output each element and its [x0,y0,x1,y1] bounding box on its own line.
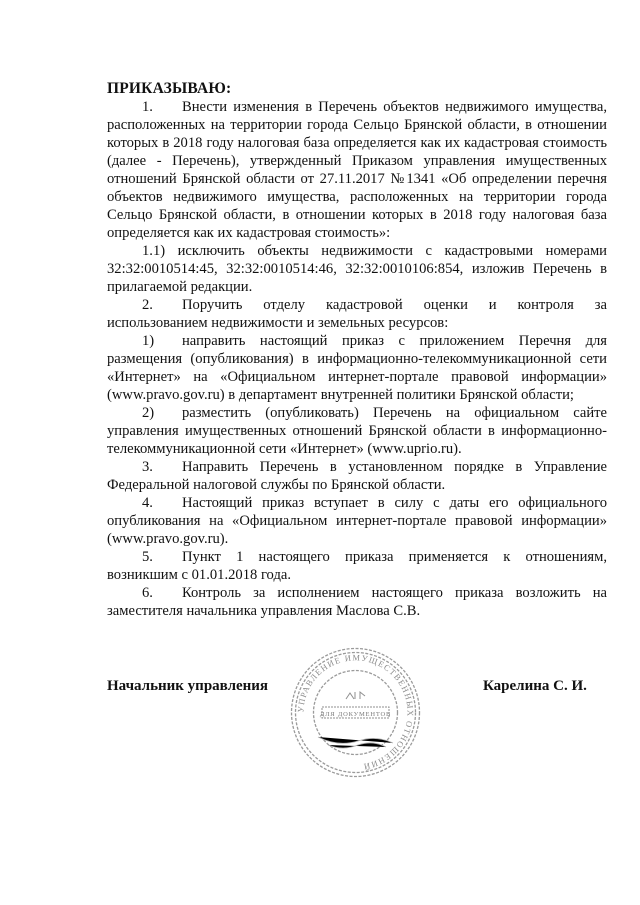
item-number: 3. [142,459,153,475]
item-text: Пункт 1 настоящего приказа применяется к отношениям, возникшим с 01.01.2018 года. [107,549,607,583]
paragraph-2-1 [107,332,607,404]
item-number: 6. [142,585,153,601]
official-stamp-icon [288,645,423,780]
paragraph-1-1 [107,242,607,296]
item-text: Внести изменения в Перечень объектов недвижимого имущества, расположенных на территории города Сельцо Брянской области, в отношении которых в 2018 году налоговая база определяется как их кадастровая стоимость (далее - Перечень), утвержденный Приказом управления имущественных отношений Брянской области от 27.11.2017 №1341 «Об определении перечня объектов недвижимого имущества, расположенных на территории города Сельцо Брянской области, в отношении которых в 2018 году налоговая база определяется как их кадастровая стоимость»: [107,99,607,241]
item-number: 4. [142,495,153,511]
stamp-ring-text: УПРАВЛЕНИЕ ИМУЩЕСТВЕННЫХ ОТНОШЕНИЙ [295,652,416,773]
item-text: Поручить отделу кадастровой оценки и контроля за использованием недвижимости и земельных ресурсов: [107,297,607,331]
item-text: Настоящий приказ вступает в силу с даты его официального опубликования на «Официальном интернет-портале правовой информации» (www.pravo.gov.ru). [107,495,607,547]
item-text: направить настоящий приказ с приложением Перечня для размещения (опубликования) в информационно-телекоммуникационной сети «Интернет» на «Официальном интернет-портале правовой информации» (www.pravo.gov.ru) в департамент внутренней политики Брянской области; [107,333,607,403]
item-number: 2) [142,405,155,421]
order-heading: ПРИКАЗЫВАЮ: [107,80,232,97]
item-number: 2. [142,297,153,313]
signatory-position: Начальник управления [107,678,269,694]
order-body [107,98,607,620]
item-number: 5. [142,549,153,565]
stamp-center-text: ДЛЯ ДОКУМЕНТОВ [319,711,392,718]
paragraph-6 [107,584,607,620]
paragraph-5 [107,548,607,584]
paragraph-4 [107,494,607,548]
paragraph-3 [107,458,607,494]
signatory-name: Карелина С. И. [483,678,587,694]
paragraph-2 [107,296,607,332]
item-number: 1. [142,99,153,115]
paragraph-2-2 [107,404,607,458]
item-number: 1) [142,333,155,349]
paragraph-1 [107,98,607,242]
item-text: 1.1) исключить объекты недвижимости с кадастровыми номерами 32:32:0010514:45, 32:32:0010514:46, 32:32:0010106:854, изложив Перечень в прилагаемой редакции. [107,243,607,295]
item-text: Контроль за исполнением настоящего приказа возложить на заместителя начальника управления Маслова С.В. [107,585,607,619]
item-text: Направить Перечень в установленном порядке в Управление Федеральной налоговой службы по Брянской области. [107,459,607,493]
item-text: разместить (опубликовать) Перечень на официальном сайте управления имущественных отношений Брянской области в информационно-телекоммуникационной сети «Интернет» (www.uprio.ru). [107,405,607,457]
